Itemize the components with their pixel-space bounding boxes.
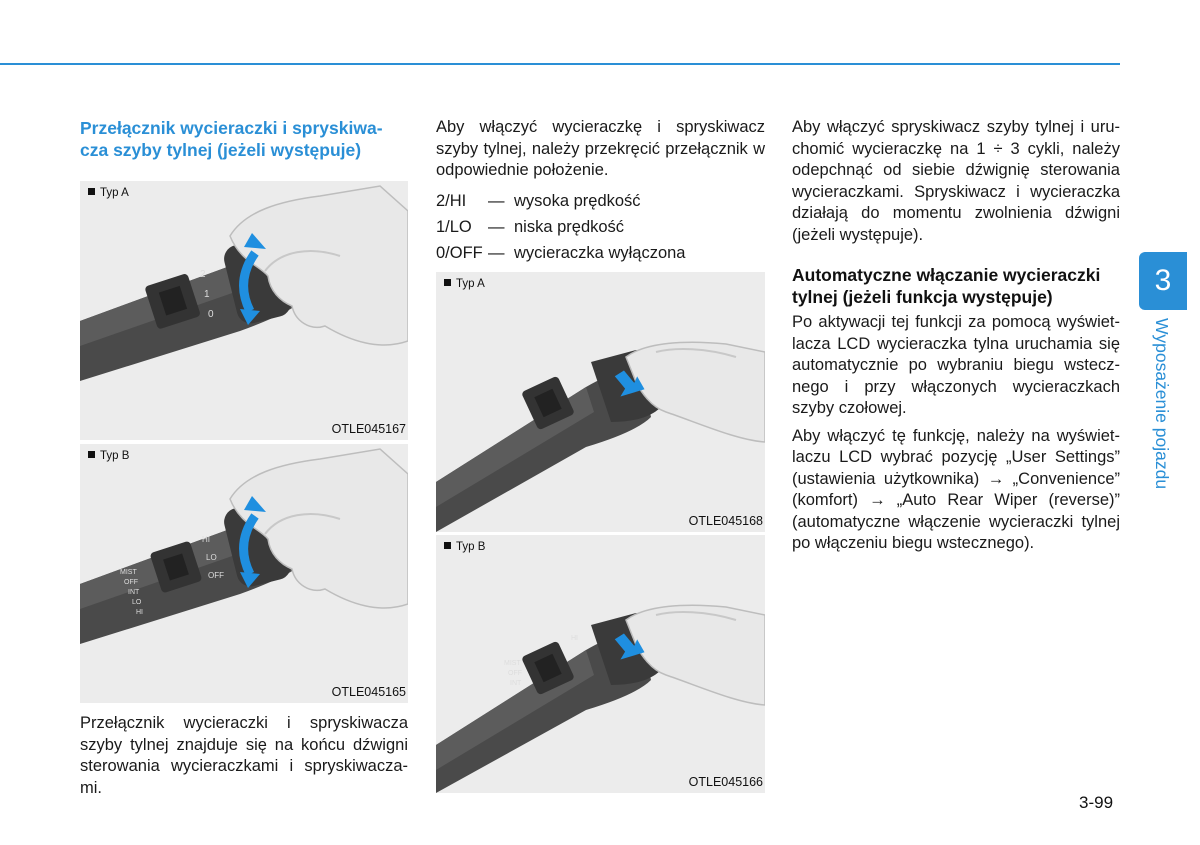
page-number: 3-99 [1079, 793, 1114, 812]
auto-wiper-paragraph: Po aktywacji tej funkcji za pomocą wyświet-lacza LCD wycieraczka tylna uruchamia się automatycznie po wybraniu biegu wstecz-nego i przy włączonych wycieraczkach szyby czołowej. [792, 313, 1120, 417]
svg-text:0: 0 [208, 309, 214, 320]
column-2 [436, 117, 765, 266]
figure-label: Typ A [444, 278, 485, 290]
svg-text:LO: LO [132, 599, 142, 606]
svg-text:MIST: MIST [120, 569, 137, 576]
figure-code: OTLE045166 [688, 775, 763, 789]
figure-label: Typ A [88, 187, 129, 199]
wiper-lever-illustration [436, 272, 765, 532]
figure-label: Typ B [88, 450, 129, 462]
chapter-tab: 3 [1139, 252, 1187, 310]
figure-type-a-rotate [80, 181, 408, 440]
svg-text:MIST: MIST [504, 660, 521, 667]
wiper-lever-illustration [436, 535, 765, 793]
figure-code: OTLE045165 [331, 685, 406, 699]
figure-type-a-push [436, 272, 765, 532]
column-3 [792, 117, 1120, 555]
top-rule [0, 63, 1120, 65]
positions-list [436, 188, 765, 266]
figure-type-b-rotate [80, 444, 408, 703]
auto-rear-wiper-heading: Automatyczne włączanie wycieraczki tylnej (jeżeli funkcja występuje) [792, 265, 1101, 307]
svg-text:HI: HI [202, 535, 210, 544]
wiper-lever-illustration [80, 181, 408, 440]
list-item: 1/LO — niska prędkość [436, 217, 625, 236]
svg-text:HI: HI [136, 609, 143, 616]
column-1 [80, 117, 408, 161]
figure-code: OTLE045168 [688, 514, 763, 528]
settings-paragraph: Aby włączyć tę funkcję, należy na wyświet-laczu LCD wybrać pozycję „User Settings” (ustawienia użytkownika) → „Convenience” (komfort) → „Auto Rear Wiper (reverse)” (automatyczne włączenie wycieraczki tylnej po włączeniu biegu wstecznego). [792, 426, 1120, 552]
svg-text:1: 1 [204, 289, 210, 300]
washer-paragraph: Aby włączyć spryskiwacz szyby tylnej i uru-chomić wycieraczkę na 1 ÷ 3 cykli, należy odepchnąć od siebie dźwignię sterowania wycieraczkami. Spryskiwacz i wycieraczka działają do momentu zwolnienia dźwigni (jeżeli występuje). [792, 118, 1120, 244]
figure-code: OTLE045167 [331, 422, 406, 436]
figure-label: Typ B [444, 541, 485, 553]
figure-type-b-push [436, 535, 765, 793]
svg-text:OFF: OFF [124, 579, 138, 586]
svg-text:LO: LO [206, 553, 217, 562]
wiper-lever-illustration [80, 444, 408, 703]
svg-text:INT: INT [510, 680, 522, 687]
svg-text:OFF: OFF [508, 670, 522, 677]
list-item: 0/OFF — wycieraczka wyłączona [436, 243, 686, 262]
chapter-title: Wyposażenie pojazdu [1152, 318, 1172, 490]
svg-text:INT: INT [128, 589, 140, 596]
svg-text:OFF: OFF [208, 571, 224, 580]
section-heading: Przełącznik wycieraczki i spryskiwa- cza szyby tylnej (jeżeli występuje) [80, 118, 383, 160]
intro-paragraph: Aby włączyć wycieraczkę i spryskiwacz szyby tylnej, należy przekręcić przełącznik w odpowiednie położenie. [436, 118, 765, 179]
svg-text:2: 2 [200, 269, 206, 280]
list-item: 2/HI — wysoka prędkość [436, 191, 641, 210]
lever-description: Przełącznik wycieraczki i spryskiwacza szyby tylnej znajduje się na końcu dźwigni sterowania wycieraczkami i spryskiwacza-mi. [80, 714, 408, 797]
svg-text:HI: HI [571, 635, 578, 642]
